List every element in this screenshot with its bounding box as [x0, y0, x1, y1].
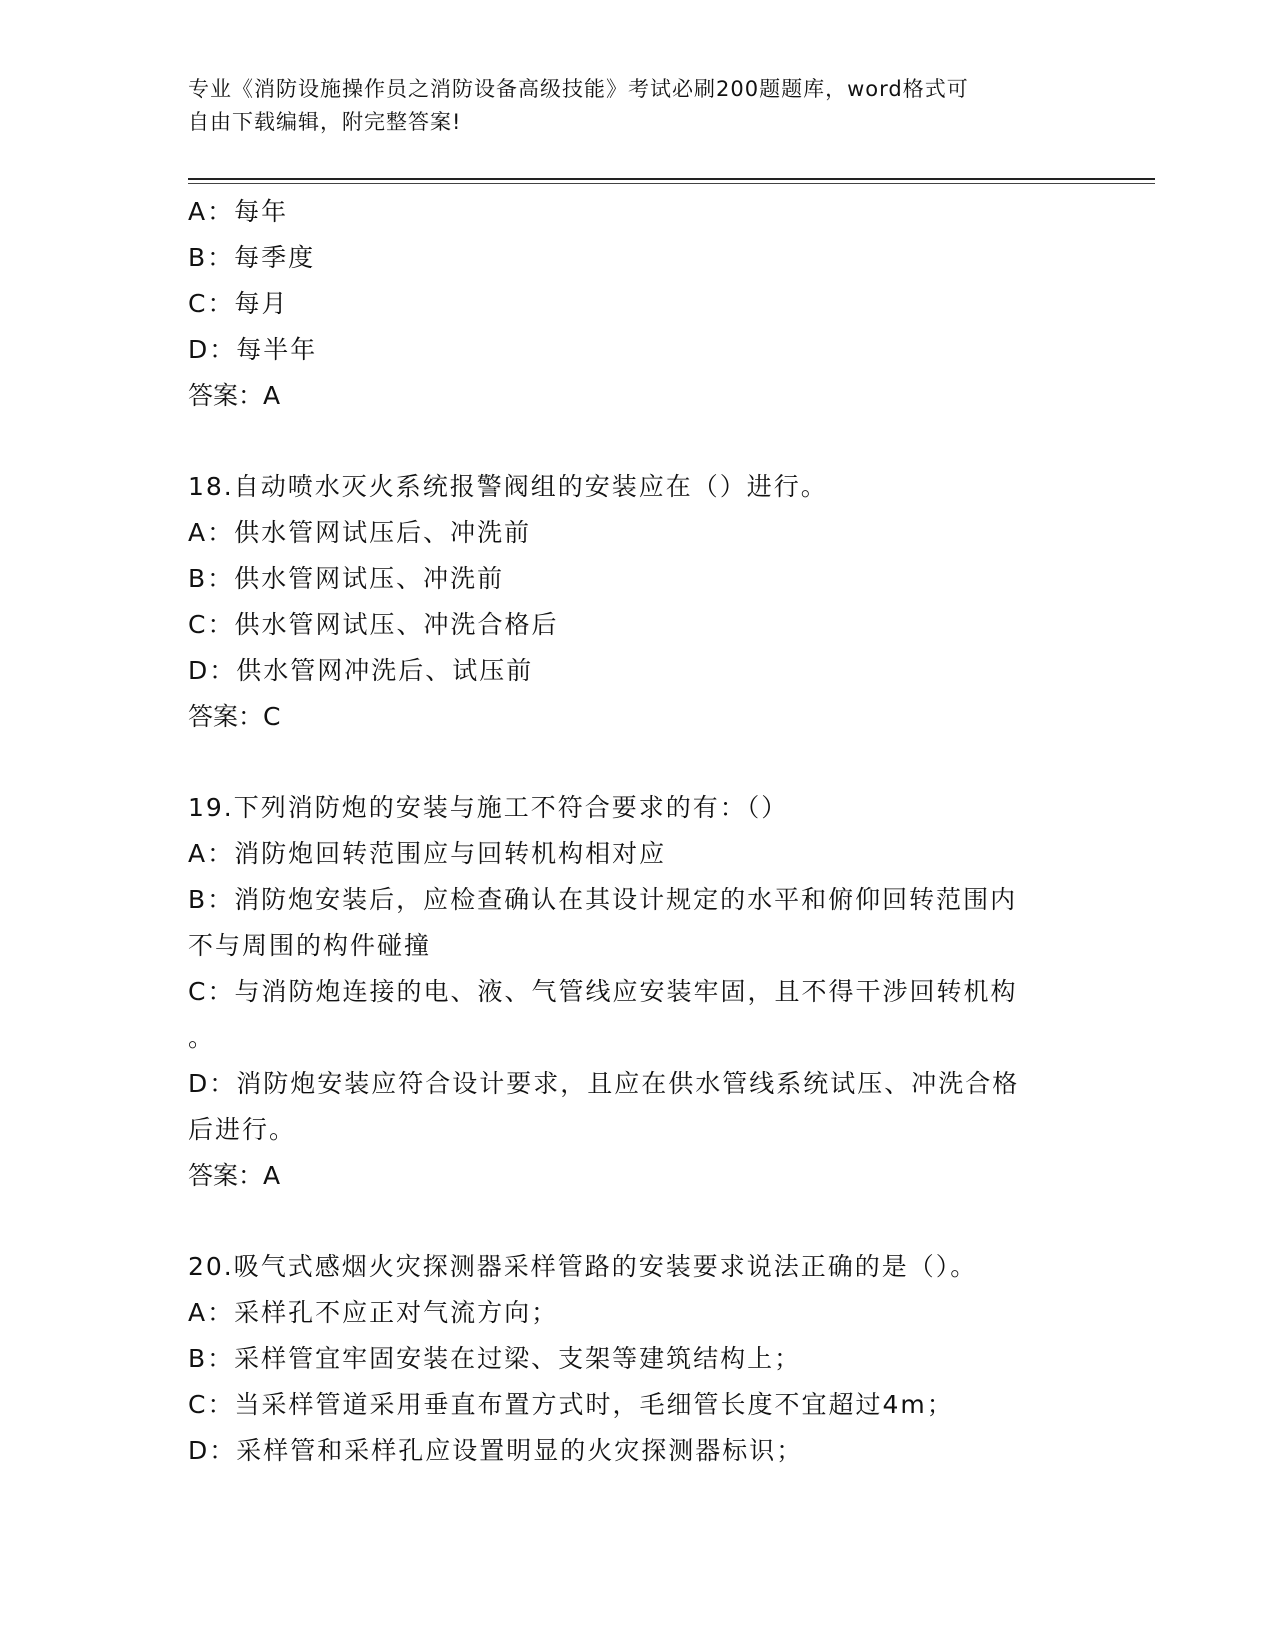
header-line-2: 自由下载编辑，附完整答案! — [188, 110, 462, 134]
q18-question: 18.自动喷水灭火系统报警阀组的安装应在（）进行。 — [188, 472, 828, 501]
q18-option-c: C：供水管网试压、冲洗合格后 — [188, 610, 559, 639]
header-divider-thick — [188, 178, 1155, 180]
q20-option-b: B：采样管宜牢固安装在过梁、支架等建筑结构上； — [188, 1344, 802, 1373]
spacer — [188, 740, 1088, 785]
q19-option-b-line-1: B：消防炮安装后，应检查确认在其设计规定的水平和俯仰回转范围内 — [188, 885, 1018, 914]
q19-answer: 答案：A — [188, 1161, 281, 1190]
q19-option-b-line-2: 不与周围的构件碰撞 — [188, 931, 432, 960]
q20-option-a: A：采样孔不应正对气流方向； — [188, 1298, 559, 1327]
q17-option-c: C：每月 — [188, 289, 289, 318]
q19-option-d-line-2: 后进行。 — [188, 1115, 297, 1144]
q19-option-a: A：消防炮回转范围应与回转机构相对应 — [188, 839, 667, 868]
q19-option-c-line-2: 。 — [188, 1023, 216, 1052]
q20-option-d: D：采样管和采样孔应设置明显的火灾探测器标识； — [188, 1436, 804, 1465]
q20-option-c: C：当采样管道采用垂直布置方式时，毛细管长度不宜超过4m； — [188, 1390, 954, 1419]
question-19-block — [188, 785, 1088, 1199]
q17-option-a: A：每年 — [188, 197, 289, 226]
header-divider-thin — [188, 183, 1155, 184]
q19-question: 19.下列消防炮的安装与施工不符合要求的有：（） — [188, 793, 789, 822]
q17-answer: 答案：A — [188, 381, 281, 410]
question-17-block — [188, 189, 1088, 419]
q17-option-d: D：每半年 — [188, 335, 318, 364]
question-20-block — [188, 1244, 1088, 1474]
document-header — [188, 73, 1068, 139]
q17-option-b: B：每季度 — [188, 243, 316, 272]
spacer — [188, 1199, 1088, 1244]
question-18-block — [188, 464, 1088, 740]
q20-question: 20.吸气式感烟火灾探测器采样管路的安装要求说法正确的是（）。 — [188, 1252, 978, 1281]
question-content — [188, 189, 1088, 1474]
q19-option-c-line-1: C：与消防炮连接的电、液、气管线应安装牢固，且不得干涉回转机构 — [188, 977, 1018, 1006]
q19-option-d-line-1: D：消防炮安装应符合设计要求，且应在供水管线系统试压、冲洗合格 — [188, 1069, 1020, 1098]
q18-answer: 答案：C — [188, 702, 281, 731]
header-line-1: 专业《消防设施操作员之消防设备高级技能》考试必刷200题题库，word格式可 — [188, 77, 969, 101]
q18-option-b: B：供水管网试压、冲洗前 — [188, 564, 505, 593]
q18-option-d: D：供水管网冲洗后、试压前 — [188, 656, 534, 685]
spacer — [188, 419, 1088, 464]
q18-option-a: A：供水管网试压后、冲洗前 — [188, 518, 532, 547]
